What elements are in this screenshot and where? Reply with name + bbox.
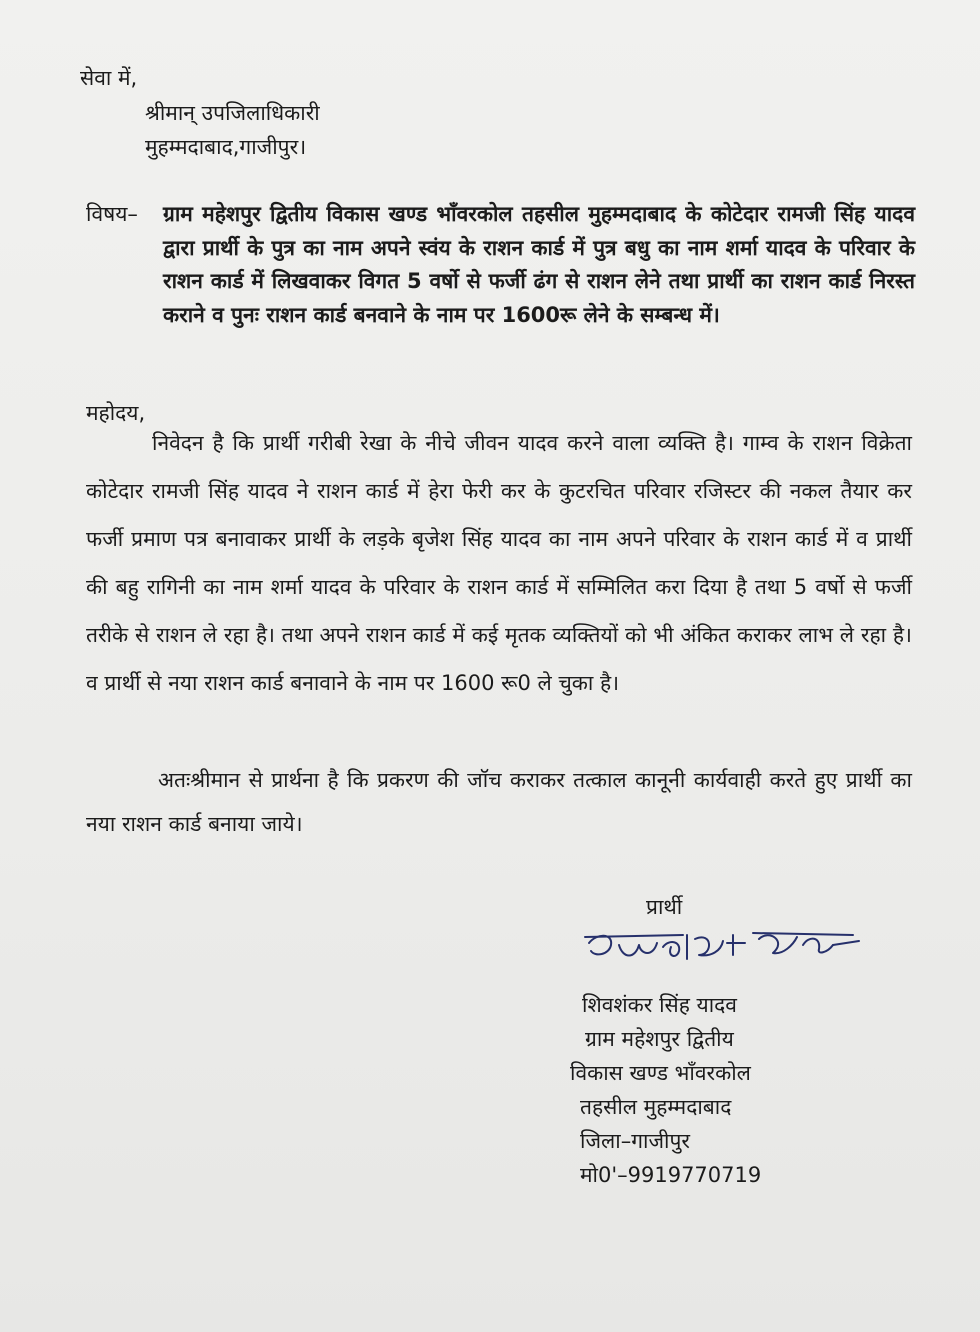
signature-text: शिवशंकर सिंह यादव <box>583 925 591 926</box>
sender-name: शिवशंकर सिंह यादव <box>582 993 737 1017</box>
address-to: सेवा में, <box>80 66 138 90</box>
body-paragraph-2: अतःश्रीमान से प्रार्थना है कि प्रकरण की जॉच कराकर तत्काल कानूनी कार्यवाही करते हुए प्रार्थी का नया राशन कार्ड बनाया जाये। <box>86 768 912 836</box>
sender-village: ग्राम महेशपुर द्वितीय <box>585 1027 734 1051</box>
handwritten-signature <box>583 925 863 975</box>
subject-text: ग्राम महेशपुर द्वितीय विकास खण्ड भाँवरकोल तहसील मुहम्मदाबाद के कोटेदार रामजी सिंह यादव द्वारा प्रार्थी के पुत्र का नाम अपने स्वंय के राशन कार्ड में पुत्र बधु का नाम शर्मा यादव के परिवार के राशन कार्ड में लिखवाकर विगत 5 वर्षो से फर्जी ढंग से राशन लेने तथा प्रार्थी का राशन कार्ड निरस्त कराने व पुनः राशन कार्ड बनवाने के नाम पर 1600रू लेने के सम्बन्ध में। <box>163 202 915 327</box>
salutation: महोदय, <box>86 401 146 425</box>
sender-mobile: मो0'–9919770719 <box>580 1163 762 1187</box>
subject-label: विषय– <box>86 202 138 226</box>
address-place: मुहम्मदाबाद,गाजीपुर। <box>145 135 307 159</box>
sender-block: विकास खण्ड भाँवरकोल <box>570 1061 751 1085</box>
address-designation: श्रीमान् उपजिलाधिकारी <box>145 101 320 125</box>
body-paragraph-1: निवेदन है कि प्रार्थी गरीबी रेखा के नीचे जीवन यादव करने वाला व्यक्ति है। गाम्व के राशन विक्रेता कोटेदार रामजी सिंह यादव ने राशन कार्ड में हेरा फेरी कर के कुटरचित परिवार रजिस्टर की नकल तैयार कर फर्जी प्रमाण पत्र बनावाकर प्रार्थी के लड़के बृजेश सिंह यादव का नाम अपने परिवार के राशन कार्ड में व प्रार्थी की बहु रागिनी का नाम शर्मा यादव के परिवार के राशन कार्ड में सम्मिलित करा दिया है तथा 5 वर्षो से फर्जी तरीके से राशन ले रहा है। तथा अपने राशन कार्ड में कई मृतक व्यक्तियों को भी अंकित कराकर लाभ ले रहा है। व प्रार्थी से नया राशन कार्ड बनावाने के नाम पर 1600 रू0 ले चुका है। <box>86 431 912 695</box>
sender-label: प्रार्थी <box>646 895 683 919</box>
sender-address <box>570 988 761 1192</box>
sender-tehsil: तहसील मुहम्मदाबाद <box>580 1095 732 1119</box>
sender-district: जिला–गाजीपुर <box>580 1129 690 1153</box>
